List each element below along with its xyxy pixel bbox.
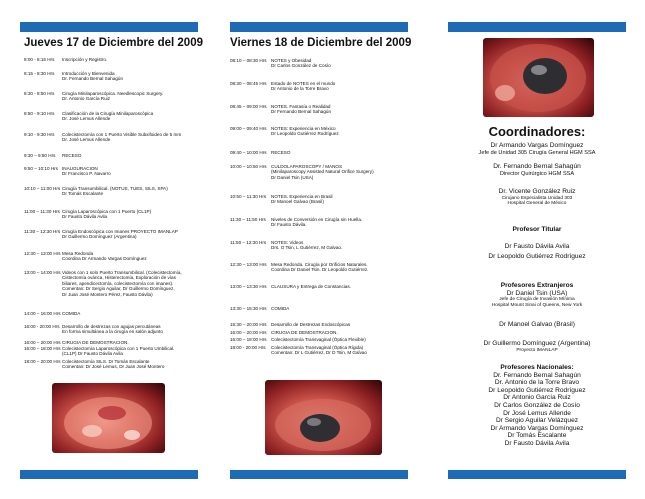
schedule-line: Dr. Antonio García Ruiz bbox=[62, 96, 111, 102]
schedule-time: 10:50 – 11:30 Hrs bbox=[230, 194, 267, 199]
titular-names bbox=[448, 243, 626, 260]
schedule-line: Comentan: Dr José Lemus, Dr Juan José Montero bbox=[62, 364, 165, 370]
schedule-line: Dr Fausto Dávila Avila bbox=[62, 214, 108, 220]
schedule-description bbox=[62, 166, 202, 177]
nacionales-section bbox=[448, 364, 626, 448]
schedule-time: 9:10 - 9:30 Hrs bbox=[24, 132, 55, 137]
titular-name: Dr Fausto Dávila Avila bbox=[504, 243, 570, 250]
endoscopic-photo bbox=[265, 380, 382, 455]
schedule-time: 08:30 – 08:45 Hrs bbox=[230, 81, 267, 86]
schedule-time: 10:00 – 10:50 Hrs bbox=[230, 164, 267, 169]
coordinators-title: Coordinadores: bbox=[488, 124, 586, 139]
schedule-time: 8:15 - 8:30 Hrs bbox=[24, 71, 55, 76]
schedule-time: 15:30 – 20:00 Hrs bbox=[230, 322, 267, 327]
schedule-time: 11:50 – 12:30 Hrs bbox=[230, 240, 267, 245]
nacionales-list bbox=[448, 372, 626, 448]
schedule-description bbox=[62, 346, 202, 357]
schedule-line: Cirugía Transumbilical. (NOTUS, TUES, SILS, SPA) bbox=[62, 186, 168, 191]
schedule-line: Dr. Fernando Bernal Sahagún bbox=[62, 76, 124, 82]
schedule-time: 9:50 – 10:10 Hrs bbox=[24, 166, 58, 171]
schedule-line: RECESO bbox=[62, 153, 82, 158]
schedule-description bbox=[62, 186, 202, 197]
schedule-line: CULDOLAPAROSCOPY / MANOS bbox=[271, 164, 343, 169]
day2-title: Viernes 18 de Diciembre del 2009 bbox=[230, 37, 412, 49]
extranjeros-heading: Profesores Extranjeros bbox=[500, 282, 574, 289]
schedule-line: Colecistectomía Transvaginal (Óptica Flexible) bbox=[271, 337, 366, 342]
schedule-description bbox=[271, 126, 407, 137]
coordinator-name: Dr. Fernando Bernal Sahagún bbox=[493, 163, 581, 170]
titular-heading: Profesor Titular bbox=[512, 226, 562, 233]
nacional-name: Dr Antonio García Ruiz bbox=[503, 394, 571, 402]
schedule-line: Dr Guillermo Domínguez (Argentina) bbox=[62, 234, 137, 240]
schedule-line: Dr Leopoldo Gutiérrez Rodríguez bbox=[271, 131, 339, 137]
schedule-time: 12:30 – 13:00 Hrs bbox=[24, 251, 61, 256]
schedule-line: Cirugía Minilaparoscópica. Needlescopic Surgery. bbox=[62, 91, 164, 96]
schedule-line: Cirugía Laparoscópica con 1 Puerto (CL1P) bbox=[62, 209, 152, 214]
extranjero-hospital: Hospital Mount Sinai of Queens, New York bbox=[491, 302, 583, 308]
schedule-line: NOTES y Obesidad bbox=[271, 58, 312, 63]
schedule-description bbox=[271, 262, 407, 273]
schedule-line: Dr. José Lemus Allende bbox=[62, 137, 111, 143]
bottom-bar bbox=[448, 470, 626, 479]
nacional-name: Dr Sergio Aguilar Velázquez bbox=[495, 417, 579, 425]
nacional-name: Dr. Antonio de la Torre Bravo bbox=[494, 379, 580, 387]
extranjero-name: Dr Daniel Tsin (USA) bbox=[506, 289, 568, 297]
schedule-time: 13:00 – 14:00 Hrs bbox=[24, 270, 61, 275]
schedule-description bbox=[62, 340, 202, 345]
schedule-description bbox=[62, 209, 202, 220]
schedule-time: 16:00 - 20:00 Hrs bbox=[24, 324, 60, 329]
schedule-line: Clasificación de la Cirugía Minilaparoscópica bbox=[62, 111, 154, 116]
schedule-description bbox=[271, 81, 407, 92]
schedule-time: 8:50 - 9:10 Hrs bbox=[24, 111, 55, 116]
schedule-description bbox=[62, 132, 202, 143]
schedule-time: 13:30 – 15:30 Hrs bbox=[230, 306, 267, 311]
extranjero-role: Jefe de Cirugía de Invasión Mínima bbox=[499, 297, 575, 303]
schedule-time: 8:00 - 8:15 Hrs bbox=[24, 57, 55, 62]
schedule-time: 11:30 – 12:30 Hrs bbox=[24, 229, 61, 234]
schedule-line: Dr Francisco P. Navarro bbox=[62, 171, 111, 177]
schedule-line: Comentan: Dr Sergio Aguilar, Dr Guillermo Domínguez, bbox=[62, 286, 175, 292]
schedule-line: Introducción y Bienvenida bbox=[62, 71, 115, 76]
schedule-line: (Minilaparoscopy Assisted Natural Orifice Surgery) bbox=[271, 169, 374, 175]
coordinator-bernal bbox=[448, 163, 626, 177]
schedule-description bbox=[271, 150, 407, 155]
coordinator-role: Director Quirúrgico HGM SSA bbox=[499, 170, 575, 177]
schedule-description bbox=[62, 270, 202, 297]
schedule-line: Dr Daniel Tsin (USA) bbox=[271, 174, 314, 180]
bottom-bar bbox=[20, 470, 198, 479]
schedule-line: Videos con 1 solo Puerto Transumbilical. (Colecistectomía, bbox=[62, 270, 182, 275]
schedule-description bbox=[271, 58, 407, 69]
schedule-description bbox=[271, 306, 407, 311]
schedule-description bbox=[271, 240, 407, 251]
endoscopic-photo bbox=[52, 383, 165, 453]
schedule-time: 08:45 – 09:00 Hrs bbox=[230, 104, 267, 109]
schedule-time: 12:30 – 13:00 Hrs bbox=[230, 262, 267, 267]
schedule-time: 08:10 – 08:30 Hrs bbox=[230, 58, 267, 63]
schedule-line: CLAUSURA y Entrega de Constancias. bbox=[271, 284, 351, 289]
titular-name: Dr Leopoldo Gutiérrez Rodríguez bbox=[488, 252, 586, 260]
schedule-line: Cistectomía ovárica, Histerectomía, Exploración de vías bbox=[62, 275, 176, 281]
endoscopic-photo bbox=[483, 38, 594, 117]
schedule-time: 16:00 – 20:00 Hrs bbox=[230, 330, 267, 335]
schedule-line: Dr Fausto Dávila. bbox=[271, 222, 307, 228]
schedule-line: Colecistectomía SILS. Dr Tomás Escalante bbox=[62, 359, 150, 364]
coordinator-gonzalez bbox=[448, 188, 626, 207]
schedule-time: 09:00 – 09:40 Hrs bbox=[230, 126, 267, 131]
schedule-line: Dr Manoel Galvao (Brasil) bbox=[271, 199, 324, 205]
schedule-line: Mesa Redonda bbox=[62, 251, 94, 256]
bottom-bar bbox=[230, 470, 408, 479]
schedule-line: Drs. O Tsin, L Gutiérrez, M Galvao. bbox=[271, 245, 343, 251]
nacional-name: Dr. Fernando Bernal Sahagún bbox=[493, 371, 581, 379]
schedule-line: RECESO bbox=[271, 150, 291, 155]
extranjero-name: Dr Manoel Galvao (Brasil) bbox=[499, 321, 575, 328]
schedule-time: 16:00 – 20:00 Hrs bbox=[24, 340, 61, 345]
schedule-line: NOTES. Experiencia en Brasil bbox=[271, 194, 333, 199]
schedule-time: 16:00 – 18:00 Hrs bbox=[230, 337, 267, 342]
schedule-line: Dr Fernando Bernal Sahagún bbox=[271, 109, 332, 115]
schedule-description bbox=[271, 104, 407, 115]
schedule-line: En forma simultánea a la cirugía en salón adjunto bbox=[62, 329, 163, 335]
extranjero-dominguez bbox=[448, 340, 626, 353]
schedule-time: 13:00 – 13:30 Hrs bbox=[230, 284, 267, 289]
schedule-line: Colecistectomía Transvaginal (Óptica Rígida) bbox=[271, 345, 364, 350]
schedule-description bbox=[271, 217, 407, 228]
schedule-line: Desarrollo de destrezas con agujas percutáneas bbox=[62, 324, 161, 329]
schedule-line: Niveles de Conversión en Cirugía sin Huella. bbox=[271, 217, 363, 222]
nacional-name: Dr Armando Vargas Domínguez bbox=[490, 424, 584, 432]
schedule-line: Desarrollo de Destrezas Endoscópicas bbox=[271, 322, 351, 327]
nacional-name: Dr Leopoldo Gutiérrez Rodríguez bbox=[488, 386, 586, 394]
schedule-line: Dr Carlos González de Cosío bbox=[271, 63, 331, 69]
schedule-line: Colecistectomía con 1 Puerto Visible Subxifoideo de 5 mm bbox=[62, 132, 182, 137]
schedule-time: 8:30 - 8:50 Hrs bbox=[24, 91, 55, 96]
schedule-description bbox=[62, 91, 202, 102]
schedule-time: 14:00 – 16:00 Hrs bbox=[24, 311, 61, 316]
schedule-time: 18:00 - 20:00 Hrs bbox=[230, 345, 266, 350]
schedule-line: NOTES. Fantasía o Realidad bbox=[271, 104, 331, 109]
schedule-line: Estado de NOTES en el mundo bbox=[271, 81, 336, 86]
schedule-line: Comentan: Dr L Gutiérrez, Dr D Tsin, M Galvao bbox=[271, 350, 367, 356]
coordinator-name: Dr Armando Vargas Domínguez bbox=[490, 142, 584, 149]
schedule-line: Dr. José Lemus Allende bbox=[62, 116, 111, 122]
titular-section bbox=[448, 226, 626, 234]
schedule-time: 16:00 – 18:00 Hrs bbox=[24, 346, 61, 351]
schedule-description bbox=[271, 322, 407, 327]
nacional-name: Dr Fausto Dávila Avila bbox=[504, 439, 570, 447]
schedule-description bbox=[62, 111, 202, 122]
extranjero-project: Proyecto IMANLAP bbox=[516, 347, 558, 353]
schedule-line: Inscripción y Registro. bbox=[62, 57, 108, 62]
schedule-description bbox=[62, 229, 202, 240]
nacional-name: Dr Carlos González de Cosío bbox=[494, 401, 580, 409]
schedule-line: INAUGURACION bbox=[62, 166, 98, 171]
schedule-line: Mesa Redonda. Cirugía por Orificios Naturales. bbox=[271, 262, 368, 267]
nacional-name: Dr Tomás Escalante bbox=[507, 432, 567, 440]
schedule-line: NOTES: Experiencia en México bbox=[271, 126, 336, 131]
schedule-line: Dr Juan José Montero Pérez, Fausto Dávila) bbox=[62, 291, 153, 297]
day1-title: Jueves 17 de Diciembre del 2009 bbox=[24, 37, 203, 49]
nacional-name: Dr José Lemus Allende bbox=[503, 409, 571, 417]
schedule-description bbox=[271, 194, 407, 205]
schedule-description bbox=[271, 284, 407, 289]
coordinator-role: Jefe de Unidad 305 Cirugía General HGM SSA bbox=[478, 149, 596, 156]
schedule-line: NOTES: Videos bbox=[271, 240, 304, 245]
schedule-line: CIRUGIA DE DEMOSTRACION. bbox=[62, 340, 129, 345]
schedule-time: 18:00 – 20:00 Hrs bbox=[24, 359, 61, 364]
coordinator-name: Dr. Vicente González Ruiz bbox=[498, 188, 576, 195]
coordinator-vargas bbox=[448, 142, 626, 156]
schedule-description bbox=[62, 251, 202, 262]
coordinator-hospital: Hospital General de México bbox=[507, 201, 567, 207]
schedule-line: Dr Antonio de la Torre Bravo bbox=[271, 86, 329, 92]
schedule-description bbox=[271, 345, 407, 356]
top-bar bbox=[20, 22, 198, 32]
schedule-time: 9:30 – 9:50 Hrs bbox=[24, 153, 56, 158]
schedule-line: Dr Tomás Escalante bbox=[62, 191, 104, 197]
schedule-line: Coordina Dr Daniel Tsin. Dr Leopoldo Gutiérrez. bbox=[271, 267, 369, 273]
schedule-time: 11:00 – 11:30 Hrs bbox=[24, 209, 60, 214]
schedule-description bbox=[62, 359, 202, 370]
schedule-time: 11:30 – 11:50 Hrs bbox=[230, 217, 266, 222]
schedule-line: Cirugía Endoscópica con Imanes PROYECTO IMANLAP bbox=[62, 229, 178, 234]
extranjeros-section bbox=[448, 282, 626, 308]
schedule-description bbox=[62, 57, 202, 62]
top-bar bbox=[230, 22, 408, 32]
extranjero-galvao bbox=[448, 321, 626, 329]
schedule-description bbox=[62, 153, 202, 158]
schedule-line: biliares, apendicectomía, colecistectomía con imanes). bbox=[62, 280, 174, 286]
schedule-description bbox=[271, 330, 407, 335]
schedule-description bbox=[271, 164, 407, 180]
schedule-description bbox=[62, 71, 202, 82]
top-bar bbox=[448, 22, 626, 32]
schedule-description bbox=[271, 337, 407, 342]
schedule-line: Coordina Dr Armando Vargas Domínguez bbox=[62, 256, 147, 262]
schedule-line: (CL1P) Dr Fausto Dávila Avila bbox=[62, 351, 123, 357]
nacionales-heading: Profesores Nacionales: bbox=[500, 364, 574, 371]
schedule-line: COMIDA bbox=[62, 311, 81, 316]
schedule-time: 10:10 – 11:00 Hrs bbox=[24, 186, 61, 191]
schedule-time: 09:40 – 10:00 Hrs bbox=[230, 150, 267, 155]
schedule-line: CIRUGIA DE DEMOSTRACION. bbox=[271, 330, 338, 335]
coordinator-role: Cirujano Especialista Unidad 303 bbox=[501, 195, 573, 201]
schedule-line: COMIDA bbox=[271, 306, 290, 311]
schedule-description bbox=[62, 324, 202, 335]
extranjero-name: Dr Guillermo Domínguez (Argentina) bbox=[483, 340, 591, 347]
schedule-line: Colecistectomía Laparoscópica con 1 Puerto Umbilical. bbox=[62, 346, 175, 351]
schedule-description bbox=[62, 311, 202, 316]
